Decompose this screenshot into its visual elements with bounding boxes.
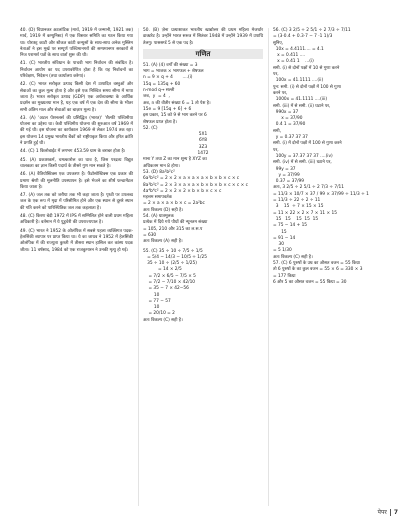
answer-item: 40. (D) चिप्रानकर अटलांटिक (मार्च, 1919 में जन्मानी, 1921 तक) मार्च, 1919 में कम्युनिस्ट) में एक विस्तार समिति का गठन किया गया था। योराश्ट्र काटी और शौकत कांटी कन्युसों के साथ-साथ अनेक मुस्लिम नेताओं ने इस मूर्ख पर सम्पूर्ण पश्चिमानगरों की सम्पमानगर सरकारों से निज परामर्श पत्रों के साथ वार्ता शुरू की थी। — [20, 28, 133, 59]
math-line: 30 — [273, 242, 284, 248]
answer-line: 51. (A) (4) वर्गों की संख्या = 3 — [143, 62, 198, 68]
column-divider — [138, 28, 139, 506]
math-line: प्रत्येक में दिये गये पौधों की न्यूनतम संख्या — [143, 220, 208, 226]
answer-item: 48. (C) किरण बेदी 1972 में IPS में सम्मिलित होने वाली प्रथम महिला अधिकारी है। वर्तमान में ये पुडुचेरी की उपराज्यपाल है। — [20, 214, 133, 226]
answer-line: 53. (D) 8a²b²c² — [143, 169, 175, 175]
math-line: अतः विकल्प (A) सही है। — [143, 239, 183, 245]
math-line: महत्तम समापवर्तक — [143, 195, 172, 201]
math-line: अब, n की वीतीर संख्या 6 = 1 तो पेश है। — [143, 100, 211, 106]
math-line: 3 15 ÷ 7 × 15 × 15 — [273, 204, 324, 210]
math-line: 100x = 41.1111 ....(ii) — [273, 78, 324, 84]
footer-label: पेपर — [377, 509, 387, 516]
math-line: 35 ÷ 10 ÷ (2/5 ÷ 1/25) — [143, 261, 197, 267]
answer-line: 52. (C) — [143, 125, 158, 131]
math-line: y = 37/99 — [273, 172, 300, 178]
math-line: 5X1 — [198, 132, 208, 138]
math-line: पुन: समी. (i) से दोनों पक्षों में 100 से गुणा — [273, 84, 341, 90]
math-line: = 20/10 = 2 — [143, 311, 175, 317]
math-line: 1472 — [197, 151, 209, 157]
column-divider — [268, 28, 269, 506]
math-line: 8a³b³c³ = 2 × 3 × a × a × b × b × b × c × c × c — [143, 182, 248, 188]
math-line: इस प्रकार, 15 को 9 से भाग करने पर 6 — [143, 113, 207, 119]
math-line: 15e = 9 [15q + 6] + 6 — [143, 106, 192, 112]
math-block — [273, 34, 398, 261]
page-footer — [378, 508, 398, 516]
section-heading: गणित — [143, 49, 263, 59]
math-line: = 35 − 7 × 42−56 — [143, 286, 189, 292]
math-line: = 91 − 14 — [273, 235, 296, 241]
answer-line: 56. (C) 3 2/5 ÷ 2 5/1 ÷ 2 7/3 ÷ 7/11 — [273, 28, 351, 33]
math-line: = 14 × 2/5 — [143, 267, 182, 273]
math-line: = 105, 210 और 315 का ल.स.प — [143, 226, 203, 232]
math-line: 1000x = 41.1111 ....(iii) — [273, 97, 328, 103]
math-line: अतः विकल्प (D) सही है। — [143, 207, 184, 213]
math-line: = 7/2 − 7/10 × 42/10 — [143, 279, 196, 285]
math-line: y = 0.37 37 37 — [273, 135, 308, 141]
math-line: 15q = 135q + 60 — [143, 81, 181, 87]
math-line: 10 — [143, 292, 160, 298]
math-line: = 7/2 × 6/5 − 7/5 × 5 — [143, 273, 196, 279]
math-line: करने पर, — [273, 90, 288, 96]
math-line: जब, y = 4 , — [143, 94, 170, 100]
math-line: = 77 − 57 — [143, 298, 171, 304]
math-line: = 11/3 ÷ 22 ÷ 2 ÷ 11 — [273, 198, 321, 204]
answer-item: 49. (C) भारत ने 1952 के ओलंपिक में सबसे पहला व्यक्तिगत पदक-हेलसिंकी ब्यापार पर प्राप्त किया था। ये का जाधव ने 1952 में हेलसिंकी ओलंपिक में की राज्युता कुश्ती में तीसरा स्थान हासिल कर कांस्य पदक जीता। 11 वर्षसाद, 1984 को एक राजकुमारन ने उनकी मृत्यु हो गई। — [20, 228, 133, 253]
math-line: पर, — [273, 72, 279, 78]
answer-line: 54. (A) घातमूलक — [143, 214, 174, 220]
math-line: x = 0.41 1 ...(i) — [273, 59, 314, 65]
math-line: अतः विकल्प (C) सही है। — [143, 317, 183, 323]
math-line: 990x = 37 — [273, 109, 299, 115]
math-line: पर, — [273, 147, 279, 153]
math-line: समी. (iii) में से समी. (ii) घटाने पर, — [273, 103, 331, 109]
math-line: अधिकतम मान 8 होगा। — [143, 163, 180, 169]
math-line: समी. (i) से दोनों पक्षों में 10 से गुणा करने — [273, 65, 340, 71]
math-line: 10x = 4.4111.... = 4.1 — [273, 46, 324, 52]
answer-item: 42. (C) भारत सरोकृत उत्पाद किसी देश में उत्पादित वस्तुओं और सेवाओं का कुल मूल्य होता है और इसे एक निश्चित समय सीमा में मापा जाता है। भारत सरोकृत उत्पाद (GDP) एक अर्थव्यवस्था के आर्थिक प्रदर्शन का मुख्यतया मान है, यह एक वर्ष में एक देश की सीमा के भीतर सभी अंतिम माल और सेवाओं का बाज़ार मूल्य है। — [20, 82, 133, 113]
answer-line: 55. (C) 35 ÷ 10 ÷ 7/5 ÷ 1/5 — [143, 248, 203, 254]
math-line: x = 0.411 .... — [273, 53, 306, 59]
math-line: 99y = 37 — [273, 166, 296, 172]
column-middle — [143, 28, 263, 324]
math-line: भाग = भाजक × भागफल + शेषफल — [143, 69, 204, 75]
math-line: 6Y8 — [198, 138, 208, 144]
math-line: 3Z3 — [198, 144, 208, 150]
math-line: 6a³b²c² = 2 × 2 × a × a × a × b × b × c × c — [143, 176, 240, 182]
math-line: अतः विकल्प (C) सही है। — [273, 254, 313, 260]
math-line: 0.37 = 37/99 — [273, 179, 305, 185]
answer-item: 43. (A) 'अटल पेंशनलर्स की प्रसिद्धित (भारत)' 'शैल्फी पश्चिमीया योजना का उद्देश्य था। केवी पश्चिमीय योजना की शुरुआत वर्ष 1969 में की गई थी। इस योजना का कार्यकाल 1969 से लेकर 1974 तक रहा। इस योजना 14 प्रमुख भारतीय बैंकों को राष्ट्रीयकृत किया और हरित क्रांति ने प्रगति हुई थी। — [20, 115, 133, 147]
answer-item: 46. (A) वैतियोस्टिक्स एक उपकरण है। फैंटोसोस्टिक्स एक प्रकार की प्रमाण श्रेणी की मूलनीति उपस्थापन है। इसे भेजने का शीर्ष फन्डामेंटल किया जाता है। — [20, 172, 133, 190]
math-line: माना Y तथा Z का मान शून्य है XYZ का — [143, 157, 207, 163]
math-line: समी. (iv) में से समी. (iii) घटाने पर, — [273, 160, 332, 166]
page-number: 7 — [390, 509, 398, 516]
math-line: शेषफल प्राप्त होता है। — [143, 119, 177, 125]
answer-item: 45. (A) प्रकाशकर्म, चमत्कारोत्त का घाव है, जिस परद्रव्य विद्युत चालकता का ज्ञान किसी पदार्थ के तीसरे गुण मान सकते है। — [20, 157, 133, 169]
math-line: = 11/3 × 10/7 × 37 / 99 × 37/99 ÷ 11/3 ÷ 1 — [273, 191, 369, 197]
math-line: = 5/4 − 14/3 − 10/5 ÷ 1/25 — [143, 254, 207, 260]
math-line: = 75 − 14 + 15 — [273, 223, 308, 229]
math-line: = (3·0.4 + 0.3·7 − 7 ·1 1)/3 — [273, 34, 333, 40]
math-line: 6 और 5 का औसत वजन = 55 किग्रा = 30 — [273, 279, 347, 285]
column-left — [20, 28, 133, 256]
math-line: n = 9 × q + 4 ....(i) — [143, 75, 193, 81]
math-line: = 177 किग्रा — [273, 273, 296, 279]
math-line: समी, — [273, 128, 281, 134]
math-line: अतः, 3 2/5 ÷ 2 5/1 ÷ 2 7/3 ÷ 7/11 — [273, 185, 345, 191]
math-line: 4a⁴b⁴c² = 2 × 2 × 2 × b × b × c × c — [143, 188, 222, 194]
math-line: 10 — [143, 305, 160, 311]
answer-item: 50. (B) ज़ेना प्रत्याशाकर भारतीय खाद्योत्तर की प्रथम महिला मेजर्थार डाक्टरेट है। उन्होंने भारत सरूत्र में सितंबर 1948 में उन्होंने 1939 में उपाधि तेलगु। पाससर्ग्ड 5 से एक पद है। — [143, 28, 263, 46]
math-line: समी. (i) में दोनों पक्षों में 100 से गुणा करने — [273, 141, 342, 147]
math-line: = 11 × 22 × 2 × 7 × 11 × 15 — [273, 210, 337, 216]
math-line: x = 37/90 — [273, 116, 303, 122]
answer-item: 44. (C) 1 किलोबाईट में लगभग 453.59 ग्राम के बराबर होता है। — [20, 149, 126, 155]
math-line: 100y = 37.37 37 37 ....(iv) — [273, 153, 333, 159]
math-line: n-mod q→ सल्ती — [143, 88, 175, 94]
math-line: सुनिए, — [273, 40, 284, 46]
answer-item: 47. (A) जल तक को जरीया तक भी कहा जाता है। पृथ्वी पर उपलब्ध जल के एक रूप में मृदा में परिसीमित होने और एक स्थान से दूसरे स्थान की गति करने को पारिस्थितिक जल तक कहलाता है। — [20, 193, 133, 211]
answer-line: 57. (C) 6 पुरुषों के उम्र का औसत वजन = 55 किग्रा — [273, 260, 360, 266]
math-line: तो 6 पुरुषों के का कुल वजन = 55 × 6 = 330 × 3 — [273, 267, 363, 273]
math-line: 15 15 15 15 15 — [273, 216, 319, 222]
math-line: 15 — [273, 229, 287, 235]
answer-item: 41. (C) भारतीय संविधान के पाचवी भाग निर्वाचन की संबंधित है। निर्वाचन आयोग का पद उपरावरेणित होता है कि यह निर्वाचनों का परिवेक्षण, निदेशन (तथा कार्यालय करेगा)। — [20, 61, 133, 80]
math-line: = 5 1/30 — [273, 248, 292, 254]
math-line: = 630 — [143, 232, 157, 238]
math-line: = 2 × a × a × b × c = 2a²bc — [143, 201, 205, 207]
column-right — [273, 28, 398, 286]
math-line: 0.4 1 = 37/90 — [273, 122, 306, 128]
